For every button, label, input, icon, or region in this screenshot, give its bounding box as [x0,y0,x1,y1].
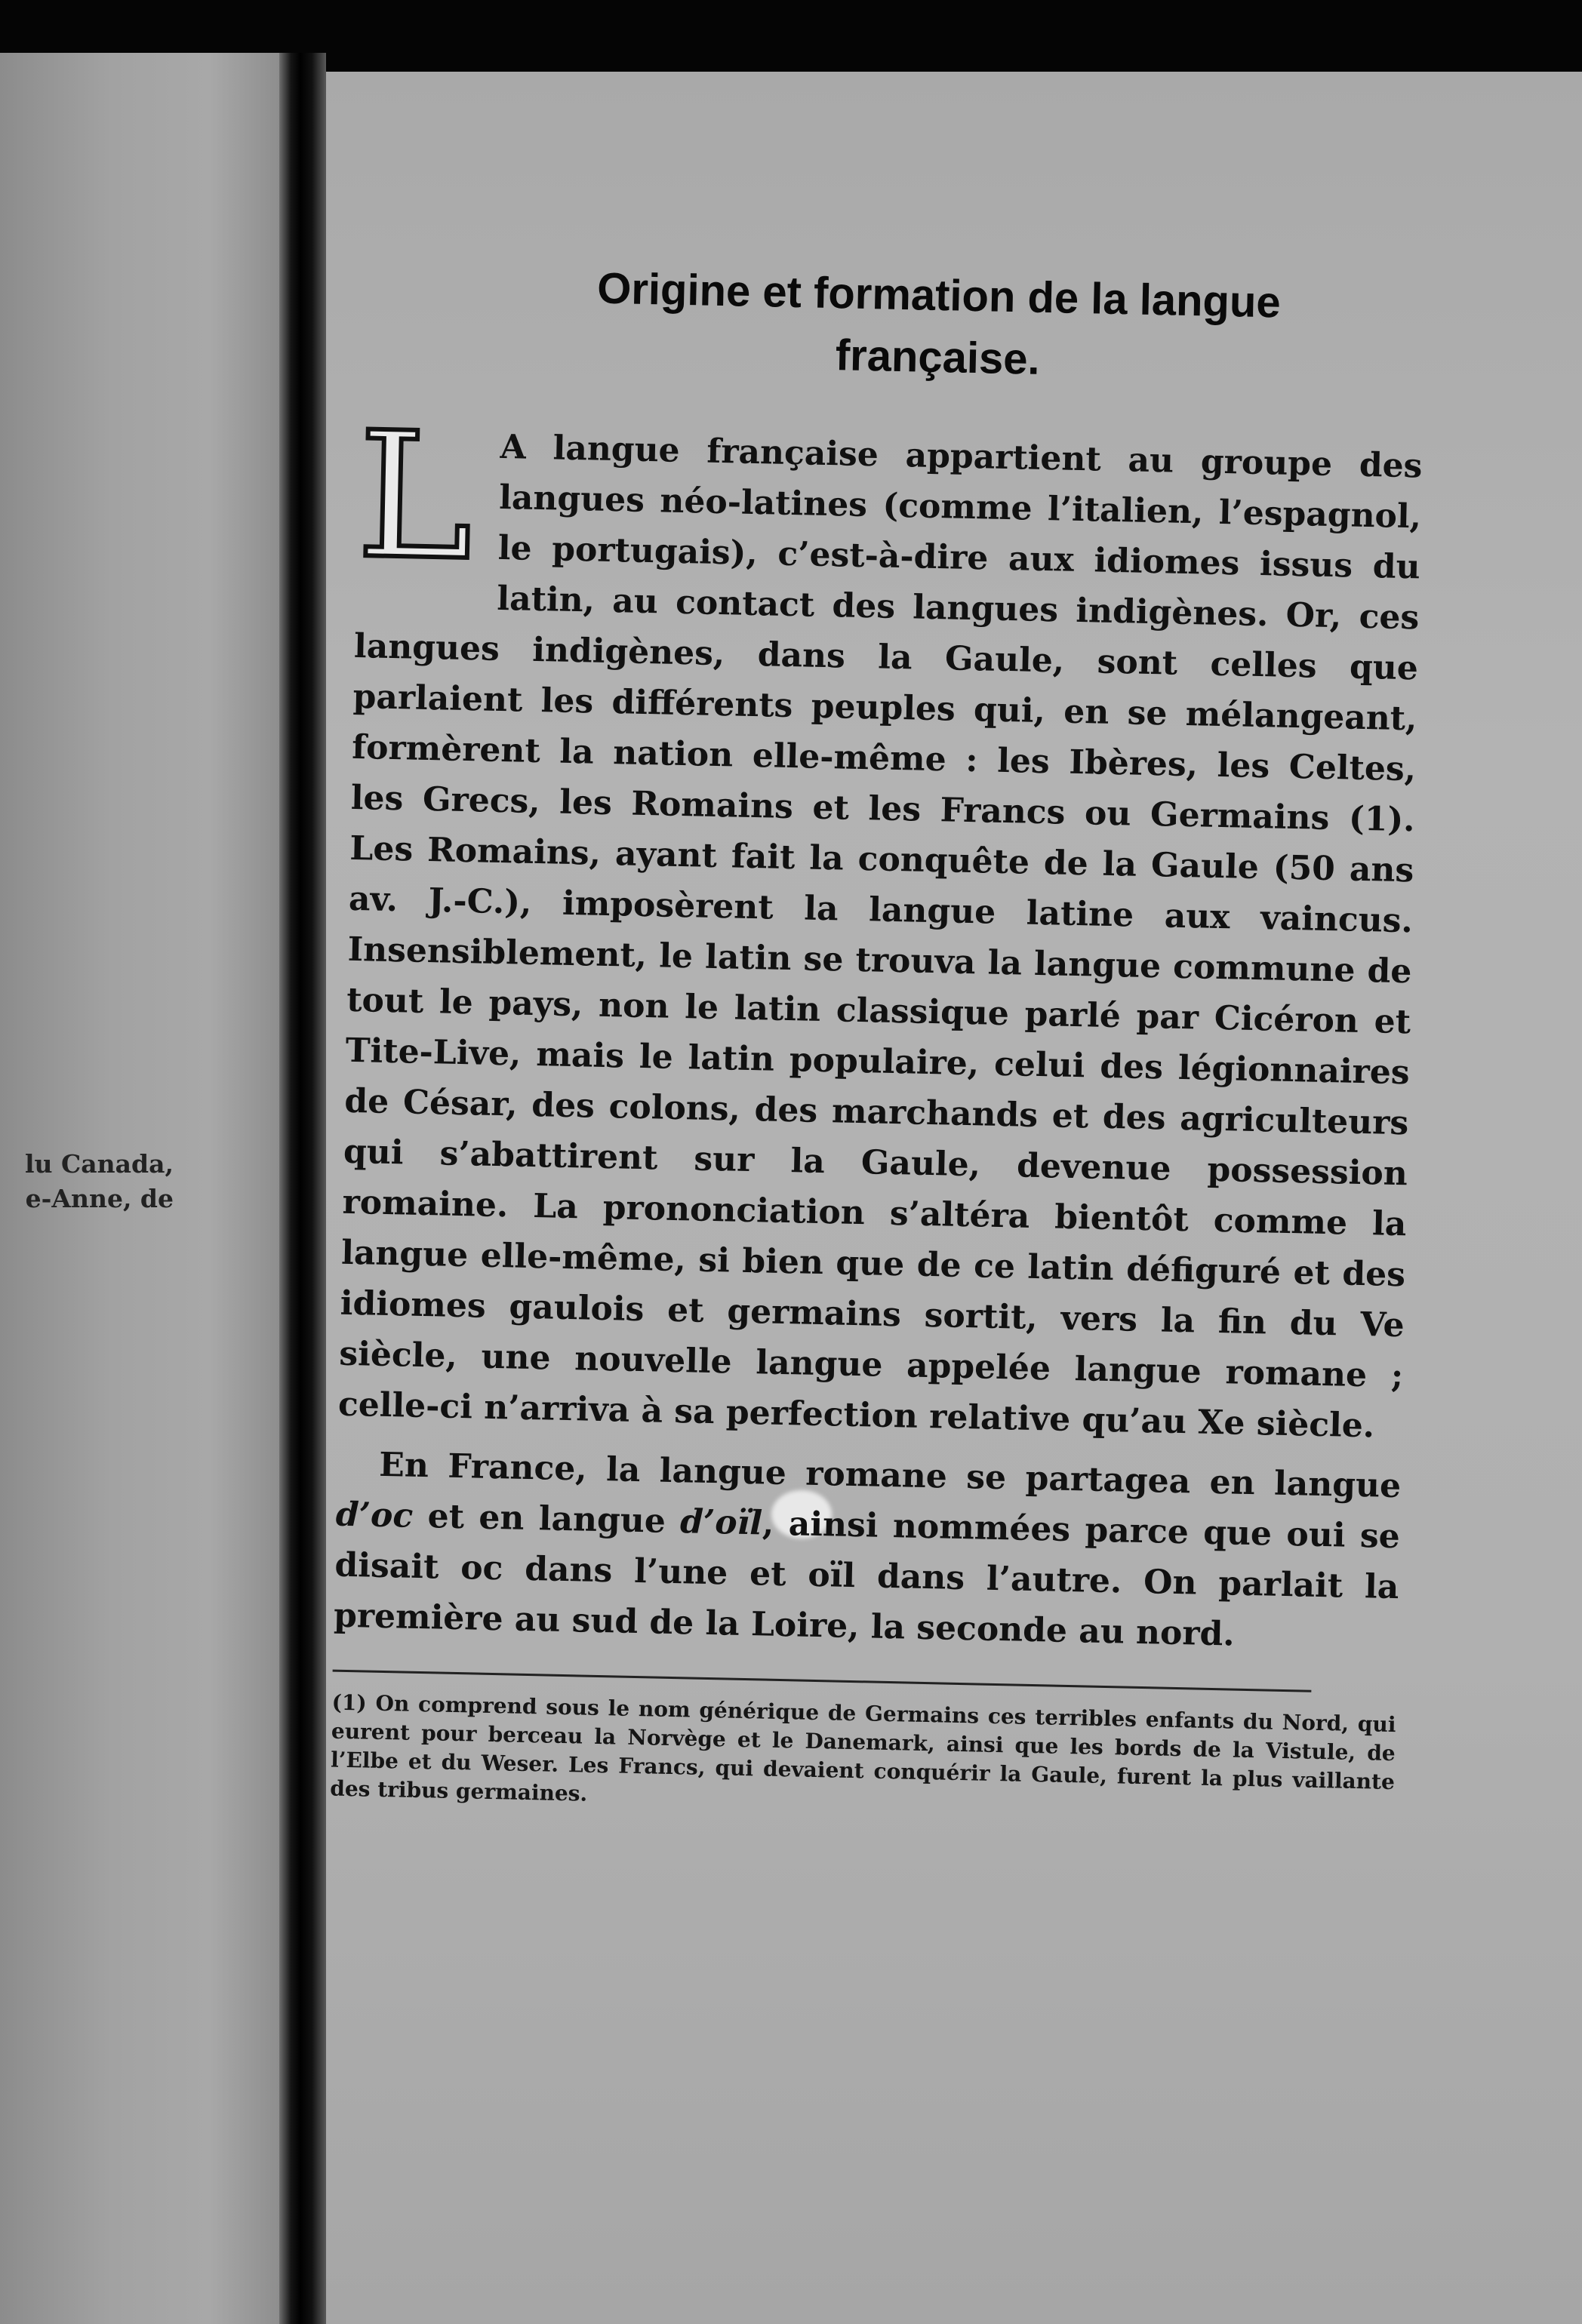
footnote-marker: (1) [331,1689,368,1716]
footnote [330,1689,1396,1825]
footnote-separator [333,1670,1312,1692]
left-fragment-line-2: e-Anne, de [25,1184,174,1213]
left-page [0,53,279,2324]
paragraph-1-text: A langue française appartient au groupe des langues néo-latines (comme l’italien, l’espagnol, le portugais), c’est-à-dire aux idiomes issus du latin, au contact des langues indigènes. Or, ces langues indigènes, dans la Gaule, sont celles que parlaient les différents peuples qui, en se mélangeant, formèrent la nation elle-même : les Ibères, les Celtes, les Grecs, les Romains et les Francs ou Germains (1). Les Romains, ayant fait la conquête de la Gaule (50 ans av. J.-C.), imposèrent la langue latine aux vaincus. Insensiblement, le latin se trouva la langue commune de tout le pays, non le latin classique parlé par Cicéron et Tite-Live, mais le latin populaire, celui des légionnaires de César, des colons, des marchands et des agriculteurs qui s’abattirent sur la Gaule, devenue possession romaine. La prononciation s’altéra bientôt comme la langue elle-même, si bien que de ce latin défiguré et des idiomes gaulois et germains sortit, vers la fin du Ve siècle, une nouvelle langue appelée langue romane ; celle-ci n’arriva à sa perfection relative qu’au Xe siècle. [337,427,1423,1446]
chapter-title-line-2: française. [835,330,1041,384]
drop-cap-letter: L [355,395,475,600]
left-page-text-fragment [0,1147,174,1216]
term-oc: d’oc [335,1495,414,1536]
paragraph-2 [333,1439,1401,1663]
right-page [326,72,1582,2324]
page-text-block [330,253,1427,1825]
paragraph-2-text-a: En France, la langue romane se partagea en langue [378,1445,1402,1506]
term-oil: d’oïl [679,1502,763,1543]
chapter-title [360,253,1427,398]
chapter-title-line-1: Origine et formation de la langue [596,263,1282,327]
book-gutter [279,53,326,2324]
footnote-text: On comprend sous le nom générique de Germains ces terribles enfants du Nord, qui eurent pour berceau la Norvège et le Danemark, ainsi que les bords de la Vistule, de l’Elbe et du Weser. Les Francs, qui devaient conquérir la Gaule, furent la plus vaillante des tribus germaines. [330,1690,1396,1806]
paragraph-2-text-b: et en langue [412,1496,681,1542]
paragraph-1 [337,395,1423,1452]
left-fragment-line-1: lu Canada, [25,1149,174,1179]
paragraph-2-text-c: , ainsi nommées parce que oui se disait oc dans l’une et oïl dans l’autre. On parlait la première au sud de la Loire, la seconde au nord. [333,1504,1401,1654]
